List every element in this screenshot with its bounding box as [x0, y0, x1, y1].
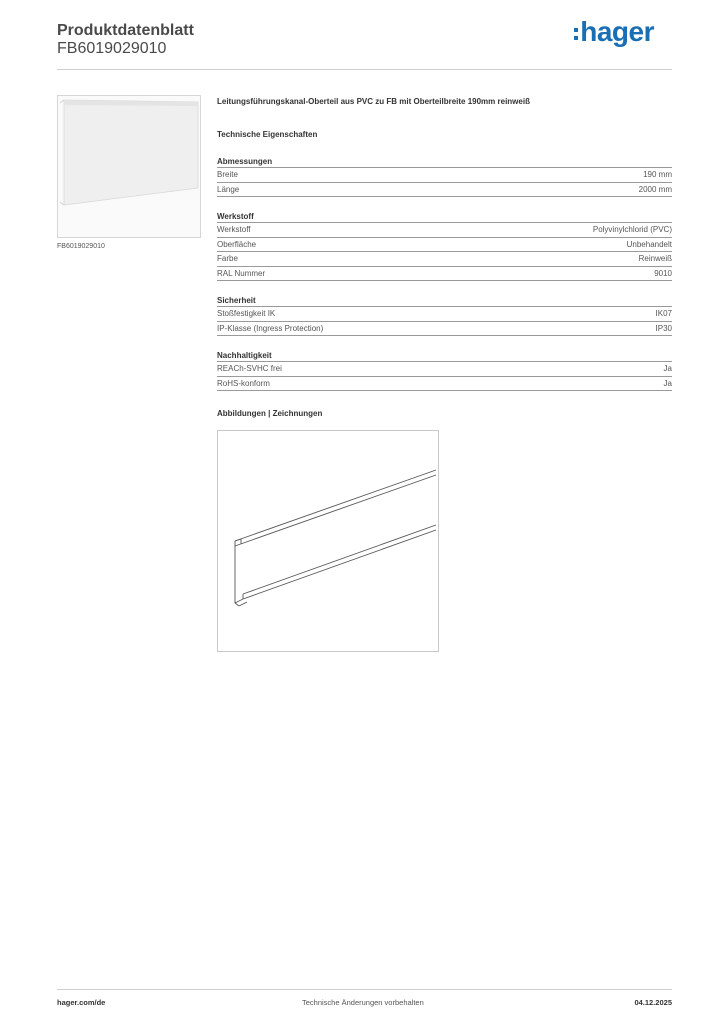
spec-label: RAL Nummer — [217, 268, 266, 278]
section-title: Sicherheit — [217, 295, 672, 307]
spec-row — [217, 307, 672, 322]
duct-cover-line-drawing — [218, 431, 438, 651]
cable-duct-cover-image — [58, 96, 200, 237]
spec-row — [217, 267, 672, 282]
spec-label: RoHS-konform — [217, 378, 270, 388]
spec-label: Stoßfestigkeit IK — [217, 309, 276, 318]
spec-row — [217, 238, 672, 253]
section-title: Nachhaltigkeit — [217, 350, 672, 362]
spec-value: 9010 — [654, 268, 672, 278]
logo-text: hager — [580, 16, 654, 47]
footer-date: 04.12.2025 — [634, 998, 672, 1007]
product-description: Leitungsführungskanal-Oberteil aus PVC zu FB mit Oberteilbreite 190mm reinweiß — [217, 97, 530, 106]
spec-row — [217, 377, 672, 392]
spec-value: Reinweiß — [638, 254, 672, 263]
photo-caption: FB6019029010 — [57, 243, 105, 250]
spec-label: IP-Klasse (Ingress Protection) — [217, 323, 324, 333]
product-photo — [57, 95, 201, 238]
spec-value: Unbehandelt — [626, 239, 672, 249]
section-safety — [217, 295, 672, 336]
section-title: Werkstoff — [217, 211, 672, 223]
document-title: Produktdatenblatt — [57, 22, 194, 39]
technical-drawing — [217, 430, 439, 652]
spec-value: 190 mm — [643, 170, 672, 179]
footer-url: hager.com/de — [57, 998, 106, 1007]
section-dimensions — [217, 156, 672, 197]
technical-properties-title: Technische Eigenschaften — [217, 130, 318, 139]
hager-logo — [574, 16, 654, 48]
footer-note: Technische Änderungen vorbehalten — [302, 998, 424, 1007]
spec-label: Breite — [217, 170, 238, 179]
page-footer — [57, 989, 672, 1011]
spec-row — [217, 362, 672, 377]
spec-value: IP30 — [655, 323, 672, 333]
spec-label: Länge — [217, 184, 240, 194]
spec-value: Polyvinylchlorid (PVC) — [592, 225, 672, 234]
spec-row — [217, 183, 672, 198]
logo-dots-icon — [574, 28, 578, 40]
spec-label: REACh-SVHC frei — [217, 364, 282, 373]
spec-label: Werkstoff — [217, 225, 251, 234]
spec-value: Ja — [663, 364, 672, 373]
spec-value: Ja — [663, 378, 672, 388]
spec-row — [217, 252, 672, 267]
spec-label: Farbe — [217, 254, 238, 263]
spec-value: 2000 mm — [638, 184, 672, 194]
spec-value: IK07 — [655, 309, 672, 318]
spec-row — [217, 223, 672, 238]
spec-row — [217, 168, 672, 183]
page-header — [57, 16, 672, 70]
drawings-title: Abbildungen | Zeichnungen — [217, 409, 323, 418]
section-sustainability — [217, 350, 672, 391]
spec-label: Oberfläche — [217, 239, 257, 249]
article-number: FB6019029010 — [57, 40, 167, 57]
section-title: Abmessungen — [217, 156, 672, 168]
product-details — [217, 95, 672, 391]
spec-row — [217, 322, 672, 337]
section-material — [217, 211, 672, 281]
